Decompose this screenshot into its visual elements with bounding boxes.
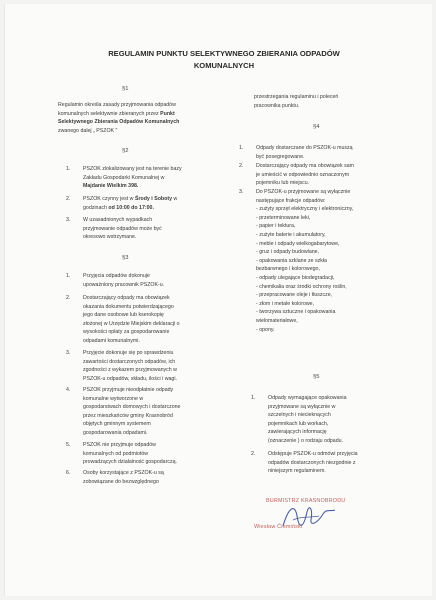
section-5-heading: §5	[313, 374, 320, 380]
s3-item-2: 2. Dostarczający odpady ma obowiązek okazania dokumentu potwierdzającego jego dane osobowe lub kserokopię złożonej w Urzędzie Miejskim deklaracji o wysokości opłaty za gospodarowanie odpadami komunalnymi.	[66, 295, 180, 344]
document-title	[65, 48, 383, 72]
section-4-heading: §4	[313, 124, 320, 130]
stamp-name: Wiesław Ćiemiński	[254, 524, 303, 530]
s4-item-2: 2. Dostarczający odpady ma obowiązek sam je umieścić w odpowiednio oznaczonym pojemniku lub miejscu.	[239, 163, 355, 187]
s1-line: zwanego dalej „ PSZOK "	[58, 127, 118, 134]
s2-item-1: 1. PSZOK zlokalizowany jest na terenie bazy Zakładu Gospodarki Komunalnej w Majdanie Wielkim 398.	[66, 166, 182, 190]
s3-item-3: 3. Przyjęcie dokonuje się po sprawdzeniu zawartości dostarczonych odpadów, ich zgodności z wykazem przyjmowanych w PSZOK-u odpadów, składu, ilości i wagi.	[66, 350, 177, 382]
section-2-heading: §2	[122, 148, 129, 154]
s1-line: Regulamin określa zasady przyjmowania odpadów	[58, 102, 176, 108]
signature-icon	[279, 500, 339, 534]
section-1-heading: §1	[122, 86, 129, 92]
document-page	[4, 4, 432, 596]
title-line-2: KOMUNALNYCH	[193, 61, 255, 70]
s5-item-2: 2. Odstępuje PSZOK-u odmówi przyjęcia odpadów dostarczonych niezgodnie z niniejszym regulaminem.	[251, 451, 358, 475]
section-3-heading: §3	[122, 255, 129, 261]
s4-item-1: 1. Odpady dostarczane do PSZOK-u muszą być posegregowane.	[239, 145, 353, 160]
s5-item-1: 1. Odpady wymagające opakowania przyjmowane są wyłącznie w szczelnych i niecieknących pojemnikach lub workach, zawierających informację (oznaczenie ) o rodzaju odpadu.	[251, 395, 347, 444]
s3-item-1: 1. Przyjęcia odpadów dokonuje upoważniony pracownik PSZOK-u.	[66, 273, 165, 288]
s3-item-5: 5. PSZOK nie przyjmuje odpadów komunalnych od podmiotów prowadzących działalność gospodarczą.	[66, 442, 177, 466]
s1-line: Selektywnego Zbierania Odpadów Komunalnych	[58, 119, 180, 126]
s3-item-4: 4. PSZOK przyjmuje nieodpłatnie odpady komunalne wytworzone w gospodarstwach domowych i dostarczone przez mieszkańców gminy Krasnobród objętych gminnym systemem gospodarowania odpadami.	[66, 387, 181, 436]
s4-item-3: 3. Do PSZOK-u przyjmowane są wyłącznie następujące frakcje odpadów: - zużyty sprzęt elektryczny i elektroniczny, - przeterminowane leki, - papier i tektura, - zużyte baterie i akumulatory, - meble i odpady wielkogabarytowe, - gruz i odpady budowlane, - opakowania szklane ze szkła bezbarwnego i kolorowego, - odpady ulegające biodegradacji, - chemikalia oraz środki ochrony roślin, - przepracowane oleje i tłuszcze, - złom i metale kolorowe, - tworzywa sztuczne i opakowania wielomateriałowe, - opony.	[239, 189, 354, 333]
right-continuation: przestrzegania regulaminu i poleceń pracownika punktu.	[254, 94, 339, 109]
s3-item-6: 6. Osoby korzystające z PSZOK-u są zobowiązane do bezwzględnego	[66, 470, 164, 485]
title-line-1: REGULAMIN PUNKTU SELEKTYWNEGO ZBIERANIA ODPADÓW	[108, 49, 340, 58]
section-1-text	[58, 101, 179, 135]
s2-item-3: 3. W uzasadnionych wypadkach przyjmowanie odpadów może być okresowo wstrzymane.	[66, 217, 162, 241]
mayor-stamp	[249, 498, 399, 542]
s1-line: komunalnych selektywnie zbieranych przez Punkt	[58, 110, 175, 117]
s2-item-2: 2. PSZOK czynny jest w Środy i Soboty w godzinach od 10:00 do 17:00.	[66, 196, 178, 211]
stamp-title: BURMISTRZ KRASNOBRODU	[266, 498, 346, 504]
